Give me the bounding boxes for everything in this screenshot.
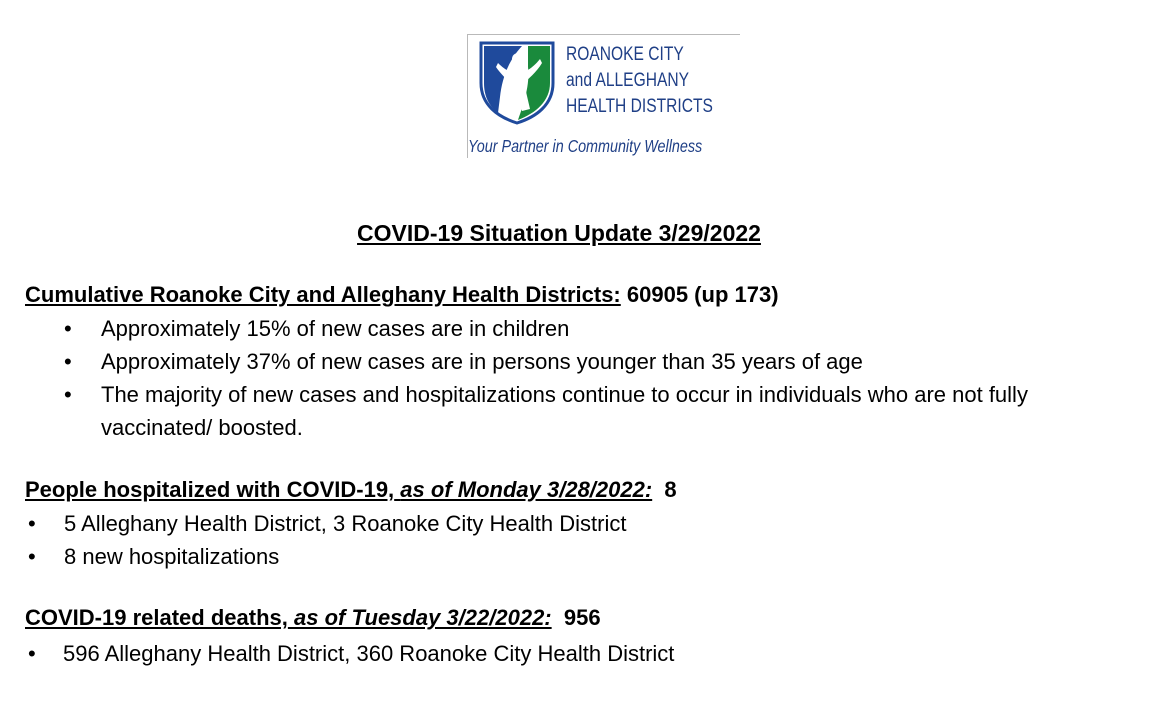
deaths-bullets: [63, 637, 1063, 670]
section-heading-label: People hospitalized with COVID-19,: [25, 477, 395, 502]
cumulative-cases-value: 60905 (up 173): [626, 282, 779, 307]
health-district-logo: [467, 34, 740, 158]
list-item: • The majority of new cases and hospitalizations continue to occur in individuals who are not fully vaccinated/ boosted.: [101, 378, 1091, 444]
hospitalized-bullets: [64, 507, 1064, 573]
shield-person-logo-icon: [478, 39, 556, 125]
section-heading-label: COVID-19 related deaths,: [25, 605, 288, 630]
logo-name-line-2: and ALLEGHANY: [566, 70, 689, 91]
hospitalized-heading: [25, 477, 677, 503]
deaths-heading: [25, 605, 601, 631]
logo-name-line-3: HEALTH DISTRICTS: [566, 96, 713, 117]
logo-name-line-1: ROANOKE CITY: [566, 44, 684, 65]
document-title: COVID-19 Situation Update 3/29/2022: [357, 220, 761, 246]
logo-organization-name: [566, 42, 713, 120]
cumulative-cases-heading: [25, 282, 779, 308]
logo-tagline: Your Partner in Community Wellness: [468, 136, 703, 156]
cumulative-cases-bullets: [101, 312, 1091, 444]
section-heading-date: as of Monday 3/28/2022:: [400, 477, 653, 502]
hospitalized-value: 8: [664, 477, 677, 502]
list-item: • Approximately 37% of new cases are in persons younger than 35 years of age: [101, 345, 1091, 378]
section-heading-date: as of Tuesday 3/22/2022:: [294, 605, 552, 630]
list-item: • 8 new hospitalizations: [64, 540, 1064, 573]
list-item: • 5 Alleghany Health District, 3 Roanoke City Health District: [64, 507, 1064, 540]
deaths-value: 956: [563, 605, 601, 630]
list-item: • Approximately 15% of new cases are in children: [101, 312, 1091, 345]
list-item: • 596 Alleghany Health District, 360 Roanoke City Health District: [63, 637, 1063, 670]
section-heading-label: Cumulative Roanoke City and Alleghany Health Districts:: [25, 282, 621, 307]
